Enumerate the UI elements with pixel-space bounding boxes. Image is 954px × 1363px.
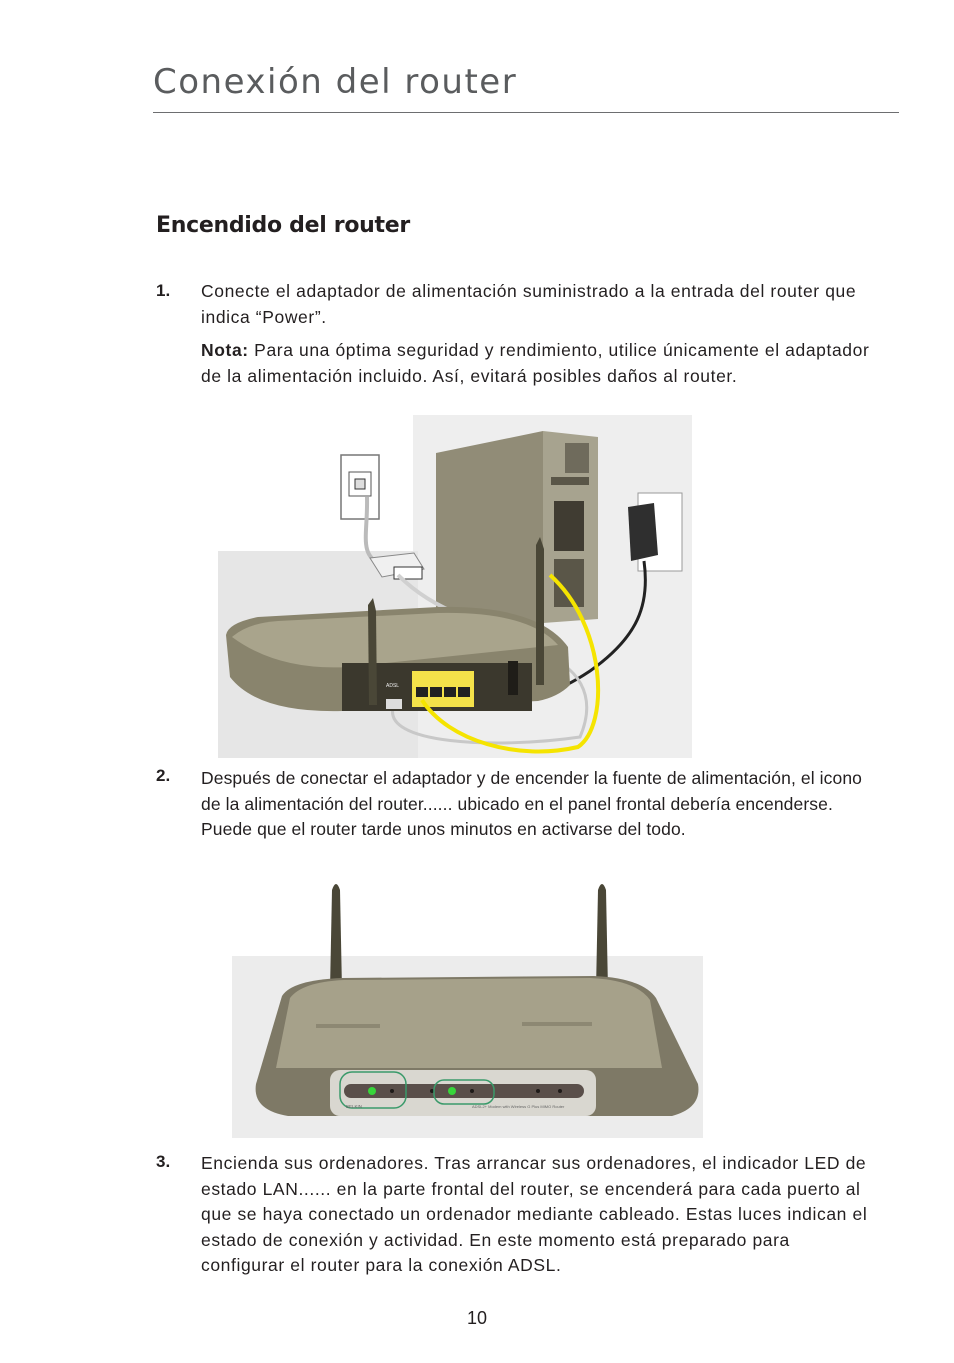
section-heading: Encendido del router: [156, 213, 410, 238]
step-1-number: 1.: [156, 281, 171, 300]
step-2-number: 2.: [156, 766, 171, 785]
title-divider: [153, 112, 899, 113]
model-label: ADSL2+ Modem with Wireless G Plus MIMO Router: [472, 1104, 565, 1109]
note-text: Para una óptima seguridad y rendimiento, utilice únicamente el adaptador de la alimentación incluido. Así, evitará posibles daños al router.: [201, 340, 870, 386]
step-1-note: [201, 338, 891, 389]
power-adapter-icon: [628, 503, 658, 561]
router-front-figure: [232, 878, 703, 1138]
step-1-text: Conecte el adaptador de alimentación suministrado a la entrada del router que indica “Power”.: [201, 281, 857, 327]
step-2-text: Después de conectar el adaptador y de encender la fuente de alimentación, el icono de la alimentación del router...... ubicado en el panel frontal debería encenderse. Puede que el router tarde unos minutos en activarse del todo.: [201, 768, 862, 839]
rear-adsl-label: ADSL: [386, 683, 400, 689]
page-title: Conexión del router: [153, 62, 518, 102]
power-led-icon: [368, 1087, 376, 1095]
step-3-number: 3.: [156, 1152, 171, 1171]
lan-led-icon: [448, 1087, 456, 1095]
note-label: Nota:: [201, 340, 249, 360]
step-3-text: Encienda sus ordenadores. Tras arrancar sus ordenadores, el indicador LED de estado LAN...... en la parte frontal del router, se encenderá para cada puerto al que se haya conectado un ordenador mediante cableado. Estas luces indican el estado de conexión y actividad. En este momento está preparado para configurar el router para la conexión ADSL.: [201, 1153, 868, 1275]
page-number: 10: [466, 1308, 488, 1328]
router-rear-connection-figure: [218, 415, 692, 758]
brand-label: BELKIN: [346, 1104, 363, 1109]
